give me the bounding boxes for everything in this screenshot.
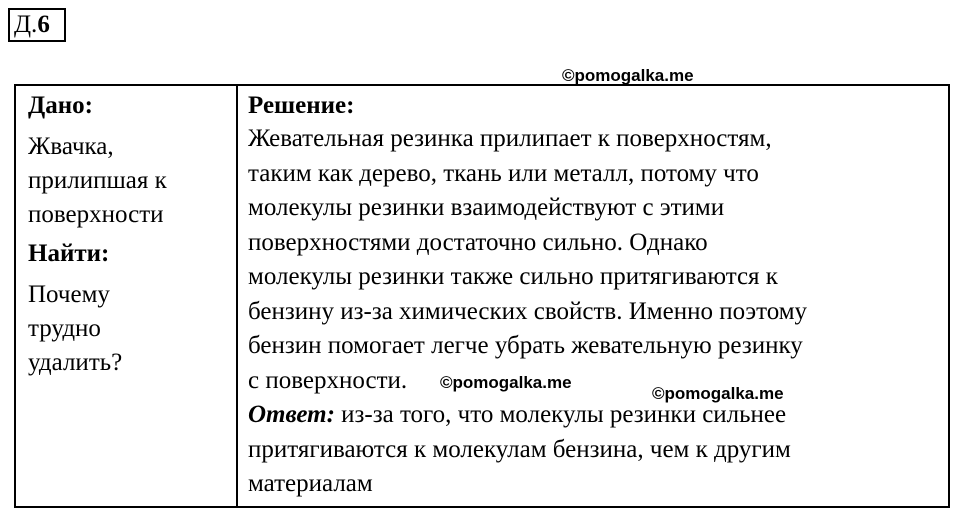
find-line: трудно xyxy=(28,315,101,342)
solution-column xyxy=(238,86,948,506)
task-number: 6 xyxy=(37,11,50,38)
given-column xyxy=(16,86,238,506)
watermark-right: ©pomogalka.me xyxy=(652,384,784,403)
given-line: Жвачка, xyxy=(28,133,114,160)
given-line: прилипшая к xyxy=(28,167,167,194)
find-heading: Найти: xyxy=(28,240,110,267)
find-line: Почему xyxy=(28,281,110,308)
task-table xyxy=(14,84,950,508)
solution-line: поверхностями достаточно сильно. Однако xyxy=(248,228,708,256)
given-line: поверхности xyxy=(28,201,164,228)
solution-line: с поверхности. xyxy=(248,366,408,394)
watermark-inline: ©pomogalka.me xyxy=(440,373,572,392)
answer-block xyxy=(248,398,938,502)
task-number-label xyxy=(8,8,66,42)
solution-line: Жевательная резинка прилипает к поверхностям, xyxy=(248,125,772,152)
given-heading: Дано: xyxy=(28,92,93,119)
solution-line: бензин помогает легче убрать жевательную резинку xyxy=(248,332,803,359)
answer-line: материалам xyxy=(248,470,373,497)
answer-line: из-за того, что молекулы резинки сильнее xyxy=(334,401,787,428)
find-line: удалить? xyxy=(28,349,123,376)
task-prefix: Д. xyxy=(14,11,38,38)
solution-text xyxy=(248,122,938,398)
solution-line: бензину из-за химических свойств. Именно поэтому xyxy=(248,297,808,325)
given-text xyxy=(28,130,228,232)
solution-line: таким как дерево, ткань или металл, потому что xyxy=(248,159,759,187)
solution-heading: Решение: xyxy=(248,92,355,119)
answer-first-line xyxy=(248,398,938,433)
answer-label: Ответ: xyxy=(248,401,335,428)
solution-line: молекулы резинки взаимодействуют с этими xyxy=(248,194,725,221)
answer-line: притягиваются к молекулам бензина, чем к другим xyxy=(248,435,791,463)
find-text xyxy=(28,278,228,380)
watermark-top: ©pomogalka.me xyxy=(562,66,694,85)
solution-line: молекулы резинки также сильно притягиваются к xyxy=(248,263,778,290)
